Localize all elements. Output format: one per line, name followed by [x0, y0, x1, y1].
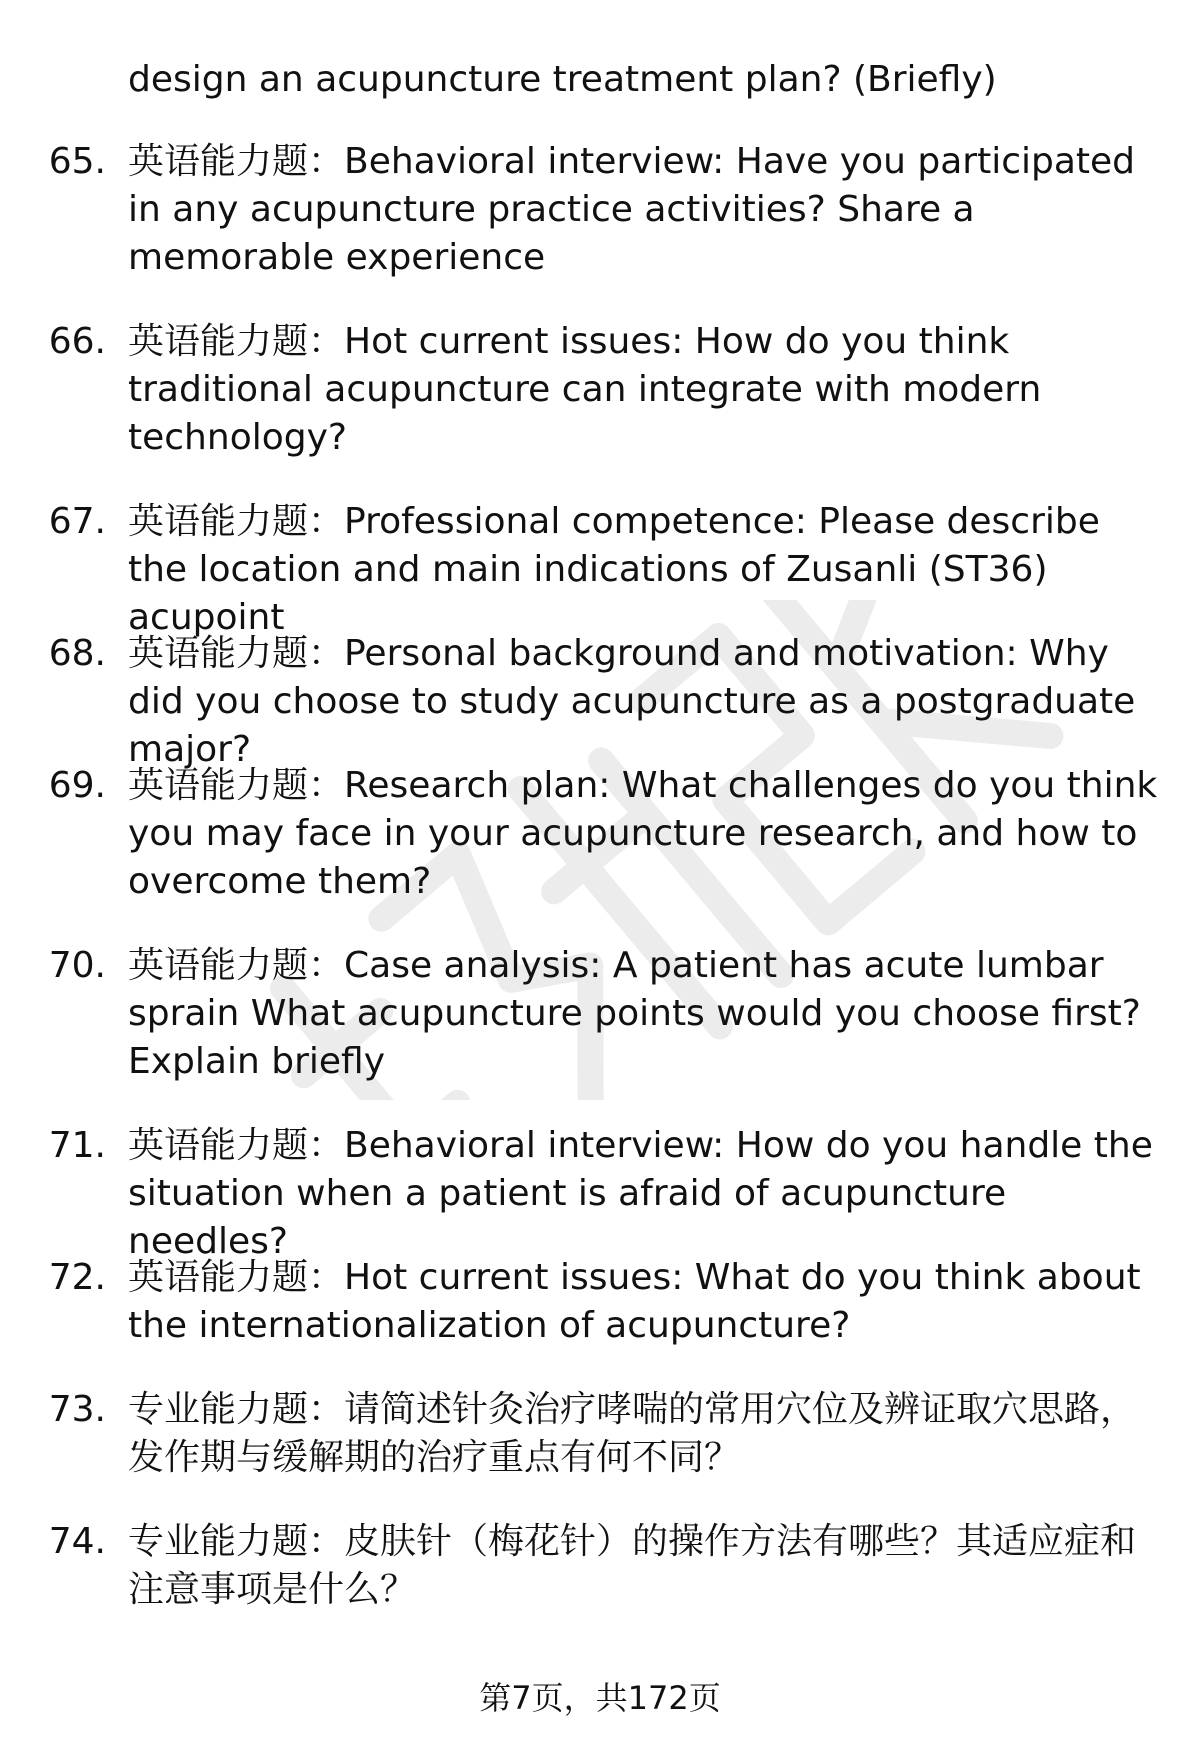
question-text: 英语能力题：Hot current issues: What do you think about the internationalization of acupuncture? — [128, 1257, 1141, 1346]
question-item — [0, 630, 1200, 770]
question-number: 72. — [48, 1257, 106, 1298]
question-text: 英语能力题：Personal background and motivation: Why did you choose to study acupuncture as a postgraduate major? — [128, 633, 1136, 770]
question-item — [0, 1518, 1200, 1638]
page-footer: 第7页，共172页 — [479, 1679, 721, 1717]
question-text: 英语能力题：Behavioral interview: How do you handle the situation when a patient is afraid of acupuncture needles? — [128, 1125, 1153, 1262]
question-number: 69. — [48, 765, 106, 806]
question-number: 65. — [48, 141, 106, 182]
question-number: 67. — [48, 501, 106, 542]
question-number: 68. — [48, 633, 106, 674]
question-list — [0, 138, 1200, 1638]
question-text: 英语能力题：Research plan: What challenges do you think you may face in your acupuncture research, and how to overcome them? — [128, 765, 1158, 902]
question-text: 英语能力题：Behavioral interview: Have you participated in any acupuncture practice activities? Share a memorable experience — [128, 141, 1136, 278]
question-item — [0, 138, 1200, 318]
question-number: 74. — [48, 1521, 106, 1562]
question-number: 71. — [48, 1125, 106, 1166]
question-text: 英语能力题：Professional competence: Please describe the location and main indications of Zusanli (ST36) acupoint — [128, 501, 1100, 638]
question-number: 66. — [48, 321, 106, 362]
question-item — [0, 498, 1200, 638]
question-text: 英语能力题：Hot current issues: How do you think traditional acupuncture can integrate with modern technology? — [128, 321, 1042, 458]
question-item — [0, 1386, 1200, 1518]
question-text: 英语能力题：Case analysis: A patient has acute lumbar sprain What acupuncture points would you choose first? Explain briefly — [128, 945, 1141, 1082]
question-number: 70. — [48, 945, 106, 986]
question-item — [0, 762, 1200, 942]
continued-question-text: design an acupuncture treatment plan? (Briefly) — [128, 59, 997, 100]
question-text: 专业能力题：请简述针灸治疗哮喘的常用穴位及辨证取穴思路，发作期与缓解期的治疗重点有何不同？ — [128, 1389, 1137, 1478]
question-item — [0, 942, 1200, 1122]
question-item — [0, 1254, 1200, 1386]
question-number: 73. — [48, 1389, 106, 1430]
question-item — [0, 1122, 1200, 1262]
question-item — [0, 318, 1200, 498]
question-text: 专业能力题：皮肤针（梅花针）的操作方法有哪些？其适应症和注意事项是什么？ — [128, 1521, 1137, 1610]
